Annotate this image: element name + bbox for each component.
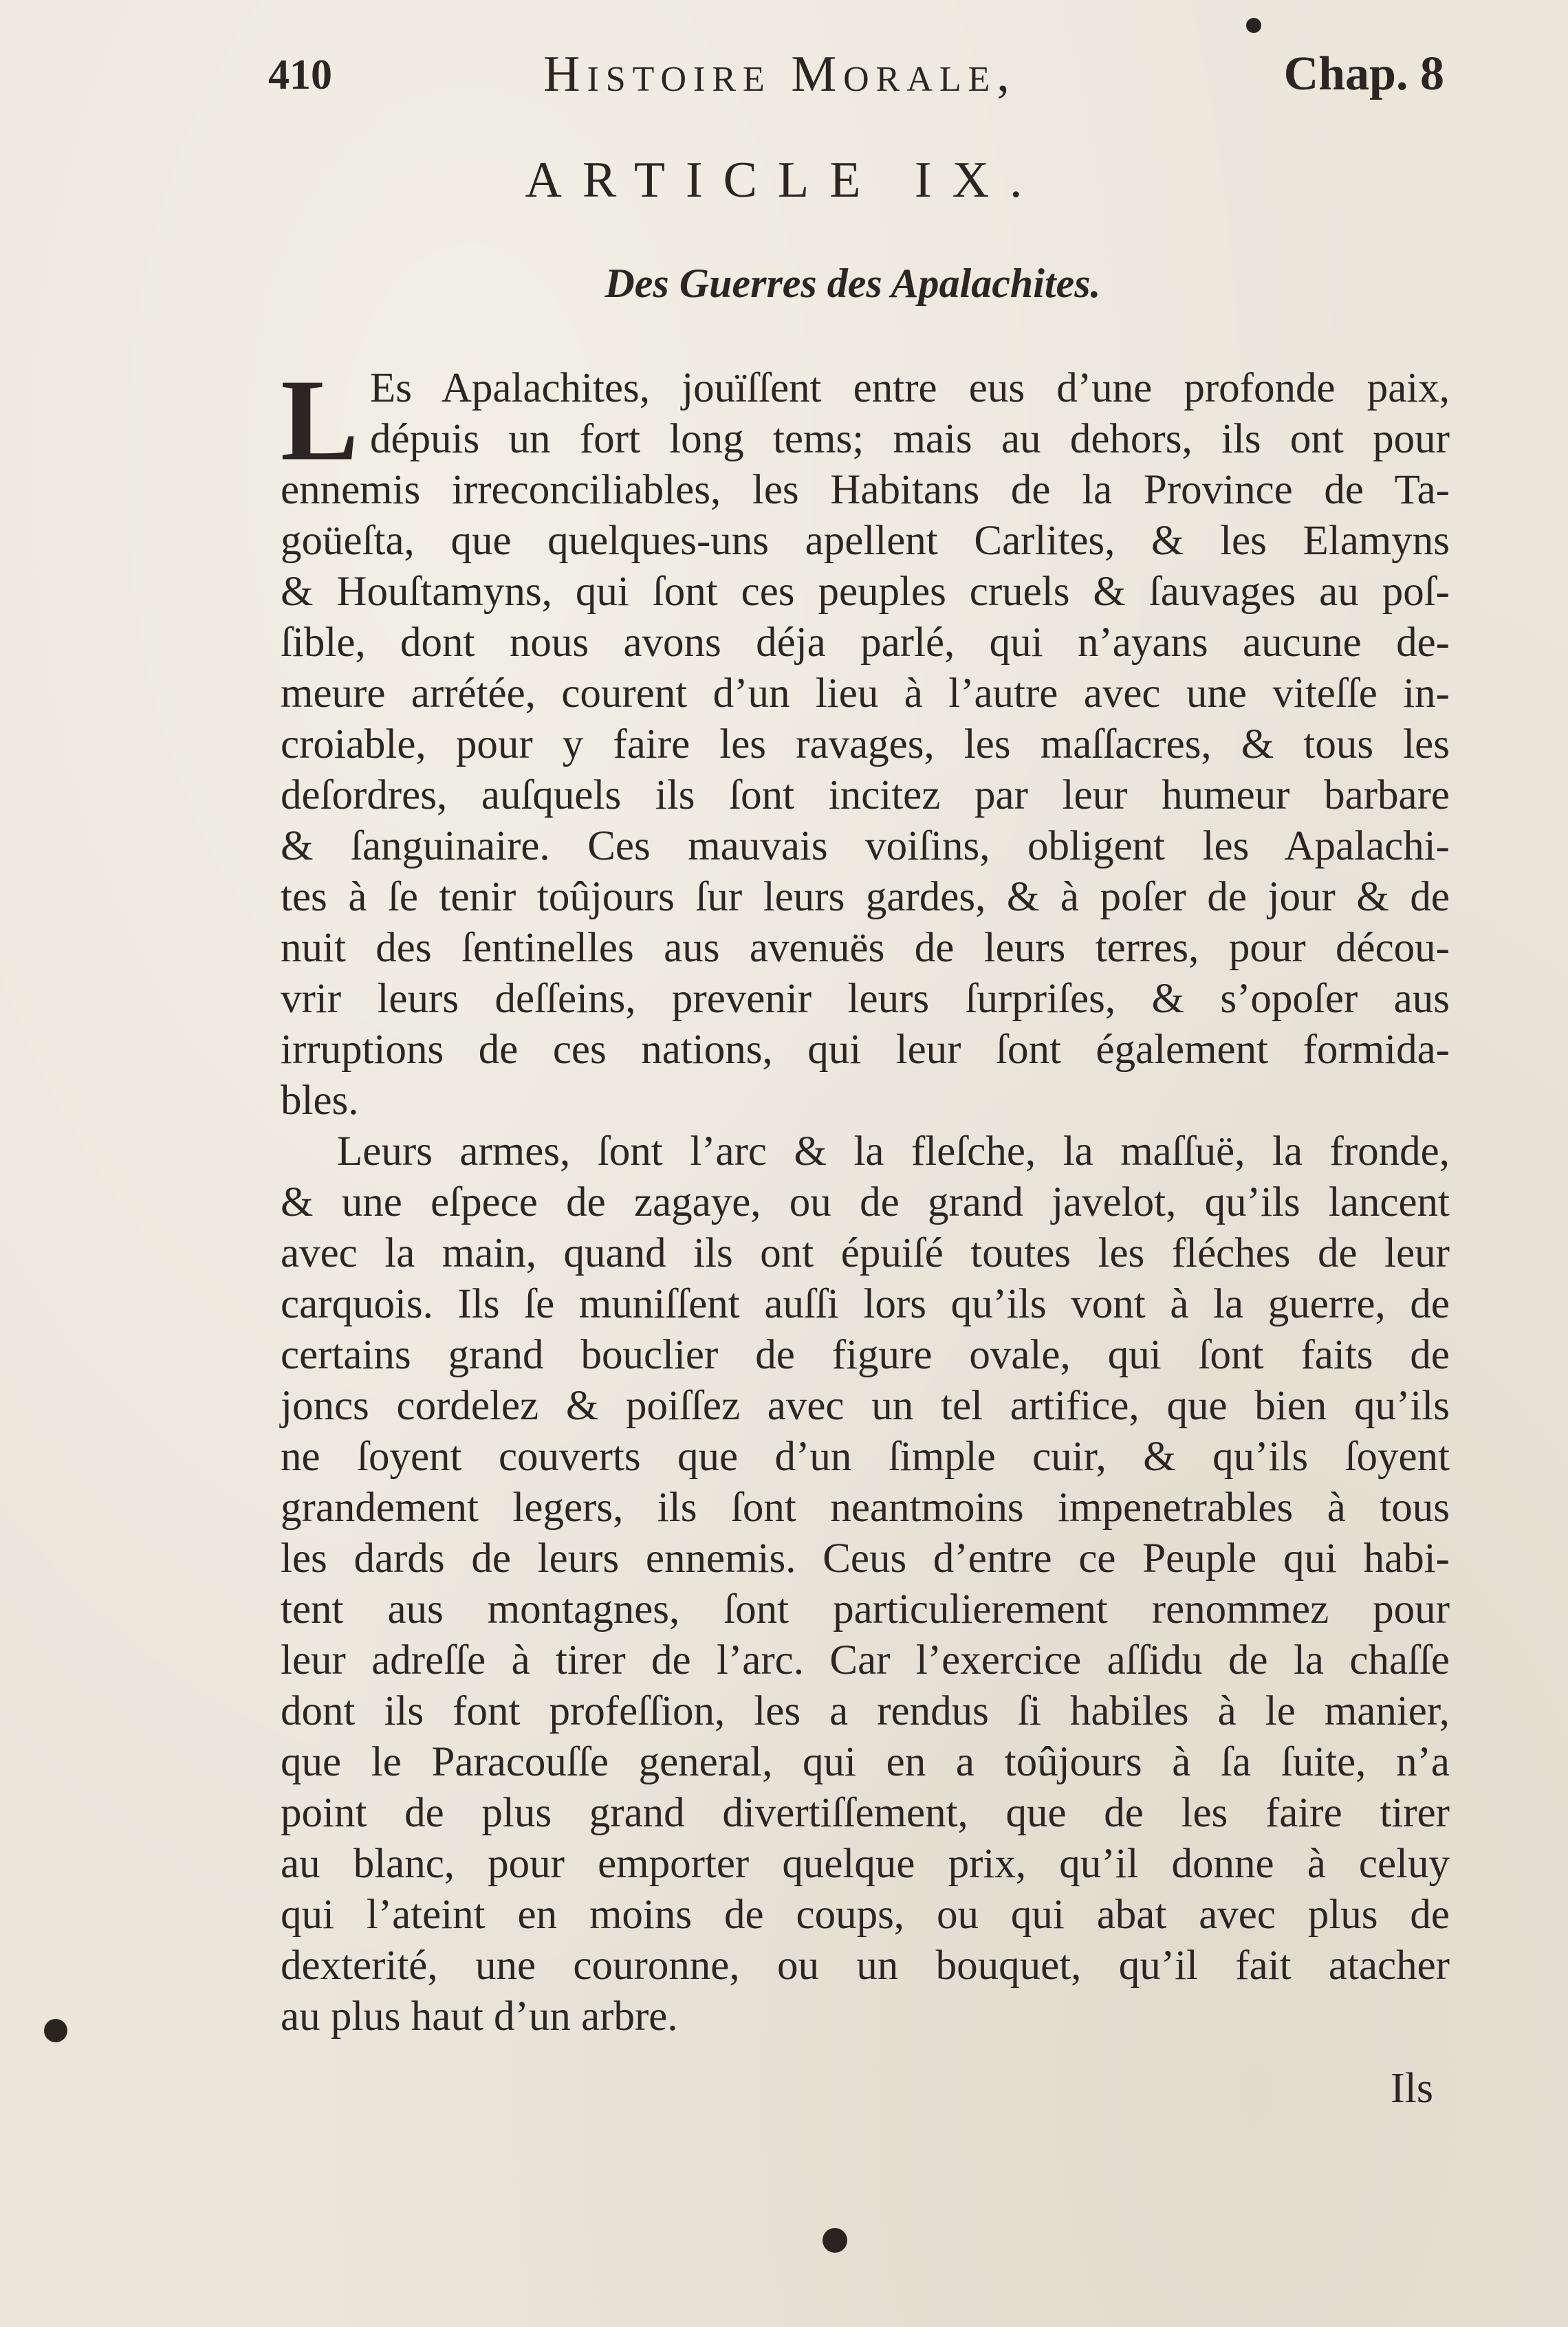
- chapter-label: Chap. 8: [1283, 47, 1444, 100]
- text-line: tent aus montagnes, ſont particulierement renommez pour: [281, 1586, 1450, 1632]
- text-line: leur adreſſe à tirer de l’arc. Car l’exercice aſſidu de la chaſſe: [281, 1637, 1450, 1683]
- text-line: carquois. Ils ſe muniſſent auſſi lors qu’ils vont à la guerre, de: [281, 1281, 1450, 1327]
- running-title: Histoire Morale,: [543, 46, 1016, 102]
- text-line: dexterité, une couronne, ou un bouquet, qu’il fait atacher: [281, 1943, 1450, 1989]
- text-line: & Houſtamyns, qui ſont ces peuples cruels & ſauvages au poſ-: [281, 569, 1450, 615]
- text-line: meure arrétée, courent d’un lieu à l’autre avec une viteſſe in-: [281, 670, 1450, 717]
- paragraph-2: [281, 1126, 1450, 2042]
- article-title: ARTICLE IX.: [525, 152, 1043, 208]
- text-line: ne ſoyent couverts que d’un ſimple cuir, & qu’ils ſoyent: [281, 1434, 1450, 1480]
- ink-spot: [1246, 18, 1261, 33]
- text-line: qui l’ateint en moins de coups, ou qui abat avec plus de: [281, 1892, 1450, 1938]
- text-line: nuit des ſentinelles aus avenuës de leurs terres, pour décou-: [281, 925, 1450, 971]
- text-line: joncs cordelez & poiſſez avec un tel artifice, que bien qu’ils: [281, 1383, 1450, 1429]
- text-line: croiable, pour y faire les ravages, les maſſacres, & tous les: [281, 721, 1450, 767]
- text-line: deſordres, auſquels ils ſont incitez par leur humeur barbare: [281, 772, 1450, 818]
- text-line: que le Paracouſſe general, qui en a toûjours à ſa ſuite, n’a: [281, 1739, 1450, 1785]
- text-line: bles.: [281, 1078, 359, 1124]
- text-line: ennemis irreconciliables, les Habitans de la Province de Ta-: [281, 467, 1450, 513]
- article-subtitle: Des Guerres des Apalachites.: [605, 261, 1101, 306]
- text-line: dépuis un fort long tems; mais au dehors, ils ont pour: [370, 416, 1450, 462]
- text-line: Leurs armes, ſont l’arc & la fleſche, la maſſuë, la fronde,: [337, 1128, 1450, 1175]
- ink-spot: [44, 2019, 67, 2042]
- text-line: au blanc, pour emporter quelque prix, qu’il donne à celuy: [281, 1841, 1450, 1887]
- text-line: les dards de leurs ennemis. Ceus d’entre ce Peuple qui habi-: [281, 1536, 1450, 1582]
- text-line: vrir leurs deſſeins, prevenir leurs ſurpriſes, & s’opoſer aus: [281, 976, 1450, 1022]
- text-line: irruptions de ces nations, qui leur ſont également formida-: [281, 1027, 1450, 1073]
- page-number: 410: [268, 52, 332, 98]
- text-line: certains grand bouclier de figure ovale, qui ſont faits de: [281, 1332, 1450, 1378]
- text-line: avec la main, quand ils ont épuiſé toutes les fléches de leur: [281, 1230, 1450, 1276]
- ink-spot: [823, 2228, 847, 2253]
- catchword: Ils: [1391, 2065, 1433, 2112]
- text-line: grandement legers, ils ſont neantmoins impenetrables à tous: [281, 1485, 1450, 1531]
- text-line: au plus haut d’un arbre.: [281, 1993, 678, 2040]
- text-line: & une eſpece de zagaye, ou de grand javelot, qu’ils lancent: [281, 1179, 1450, 1225]
- text-line: point de plus grand divertiſſement, que de les faire tirer: [281, 1790, 1450, 1836]
- text-line: goüeſta, que quelques-uns apellent Carlites, & les Elamyns: [281, 518, 1450, 564]
- text-line: ſible, dont nous avons déja parlé, qui n’ayans aucune de-: [281, 620, 1450, 666]
- text-line: dont ils font profeſſion, les a rendus ſi habiles à le manier,: [281, 1688, 1450, 1734]
- text-line: & ſanguinaire. Ces mauvais voiſins, obligent les Apalachi-: [281, 823, 1450, 869]
- paragraph-1: [281, 356, 1450, 1126]
- text-line: Es Apalachites, jouïſſent entre eus d’une profonde paix,: [370, 365, 1450, 411]
- running-header: [268, 41, 1444, 110]
- body-text: [281, 356, 1450, 2042]
- drop-cap: L: [281, 356, 359, 485]
- text-line: tes à ſe tenir toûjours ſur leurs gardes, & à poſer de jour & de: [281, 874, 1450, 920]
